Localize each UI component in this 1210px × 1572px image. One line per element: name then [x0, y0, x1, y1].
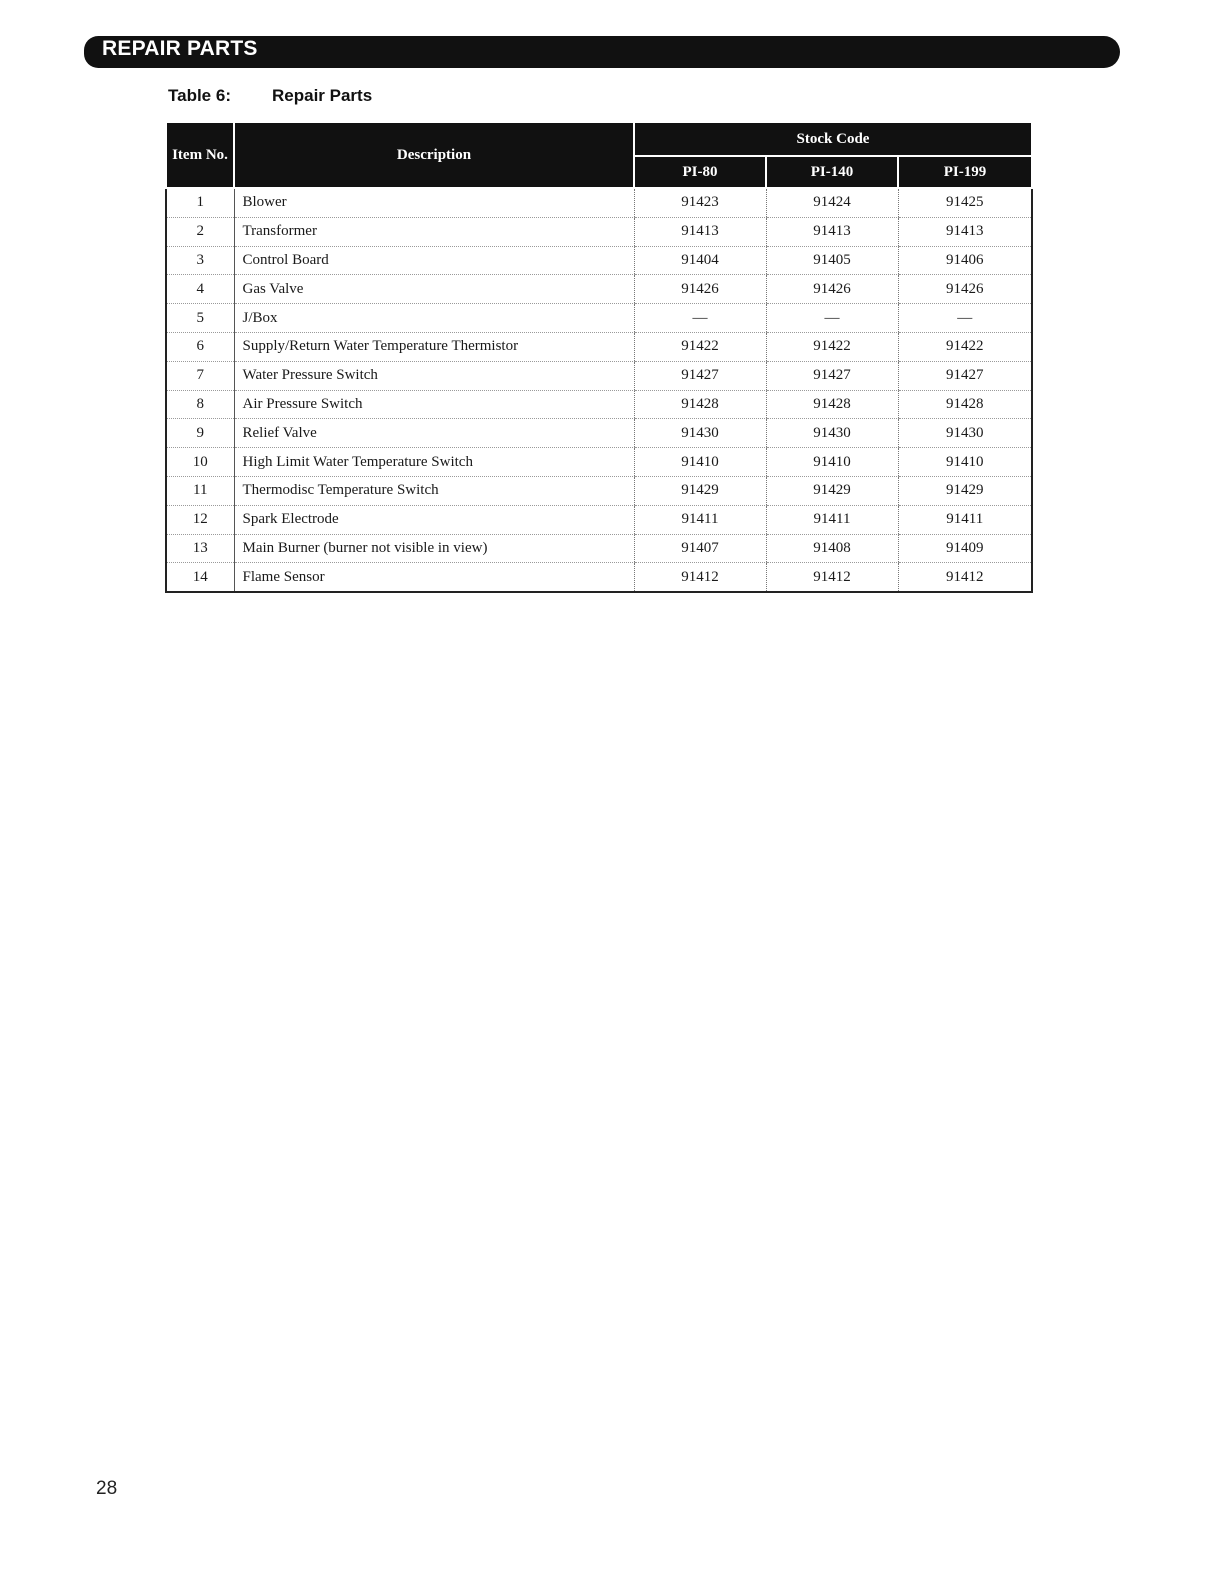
- stock-code-pi-80: 91426: [634, 275, 766, 304]
- table-row: [166, 246, 1032, 275]
- table-row: [166, 361, 1032, 390]
- item-number: 1: [166, 188, 234, 217]
- stock-code-pi-80: 91412: [634, 563, 766, 592]
- part-description: Thermodisc Temperature Switch: [234, 476, 634, 505]
- stock-code-pi-140: 91408: [766, 534, 898, 563]
- item-number: 5: [166, 304, 234, 333]
- stock-code-pi-199: 91425: [898, 188, 1032, 217]
- table-row: [166, 448, 1032, 477]
- stock-code-pi-140: 91422: [766, 332, 898, 361]
- part-description: Water Pressure Switch: [234, 361, 634, 390]
- model-header-pi-199: PI-199: [898, 156, 1032, 188]
- stock-code-pi-80: 91428: [634, 390, 766, 419]
- stock-code-pi-199: 91426: [898, 275, 1032, 304]
- part-description: Main Burner (burner not visible in view): [234, 534, 634, 563]
- stock-code-pi-80: 91410: [634, 448, 766, 477]
- part-description: Transformer: [234, 217, 634, 246]
- part-description: Flame Sensor: [234, 563, 634, 592]
- item-number: 8: [166, 390, 234, 419]
- stock-code-pi-140: 91426: [766, 275, 898, 304]
- item-number: 14: [166, 563, 234, 592]
- stock-code-pi-199: 91409: [898, 534, 1032, 563]
- table-row: [166, 332, 1032, 361]
- part-description: High Limit Water Temperature Switch: [234, 448, 634, 477]
- stock-code-pi-140: 91430: [766, 419, 898, 448]
- model-header-pi-80: PI-80: [634, 156, 766, 188]
- part-description: Gas Valve: [234, 275, 634, 304]
- table-row: [166, 419, 1032, 448]
- table-row: [166, 390, 1032, 419]
- section-banner: [84, 36, 1120, 68]
- part-description: Blower: [234, 188, 634, 217]
- page-number: 28: [96, 1478, 118, 1499]
- item-no-header: Item No.: [166, 122, 234, 188]
- stock-code-pi-199: 91412: [898, 563, 1032, 592]
- item-number: 11: [166, 476, 234, 505]
- table-row: [166, 188, 1032, 217]
- stock-code-pi-140: 91413: [766, 217, 898, 246]
- stock-code-pi-80: 91413: [634, 217, 766, 246]
- stock-code-pi-199: 91430: [898, 419, 1032, 448]
- table-row: [166, 505, 1032, 534]
- stock-code-pi-140: 91411: [766, 505, 898, 534]
- item-number: 13: [166, 534, 234, 563]
- model-header-pi-140: PI-140: [766, 156, 898, 188]
- item-number: 10: [166, 448, 234, 477]
- stock-code-pi-80: 91423: [634, 188, 766, 217]
- stock-code-pi-80: 91430: [634, 419, 766, 448]
- item-number: 6: [166, 332, 234, 361]
- table-row: [166, 217, 1032, 246]
- stock-code-pi-140: 91427: [766, 361, 898, 390]
- stock-code-pi-80: 91422: [634, 332, 766, 361]
- stock-code-pi-140: 91429: [766, 476, 898, 505]
- part-description: Control Board: [234, 246, 634, 275]
- table-row: [166, 534, 1032, 563]
- table-row: [166, 476, 1032, 505]
- stock-code-pi-80: 91427: [634, 361, 766, 390]
- table-caption: [168, 86, 372, 106]
- stock-code-pi-199: 91410: [898, 448, 1032, 477]
- stock-code-pi-140: 91405: [766, 246, 898, 275]
- table-number: Table 6:: [168, 86, 231, 105]
- stock-code-pi-140: —: [766, 304, 898, 333]
- section-title: REPAIR PARTS: [102, 37, 258, 60]
- part-description: Air Pressure Switch: [234, 390, 634, 419]
- stock-code-pi-80: —: [634, 304, 766, 333]
- part-description: Relief Valve: [234, 419, 634, 448]
- stock-code-pi-80: 91407: [634, 534, 766, 563]
- stock-code-pi-199: —: [898, 304, 1032, 333]
- stock-code-header: Stock Code: [634, 122, 1032, 156]
- part-description: Supply/Return Water Temperature Thermistor: [234, 332, 634, 361]
- item-number: 4: [166, 275, 234, 304]
- stock-code-pi-199: 91422: [898, 332, 1032, 361]
- stock-code-pi-199: 91406: [898, 246, 1032, 275]
- stock-code-pi-80: 91411: [634, 505, 766, 534]
- description-header: Description: [234, 122, 634, 188]
- part-description: J/Box: [234, 304, 634, 333]
- stock-code-pi-140: 91412: [766, 563, 898, 592]
- table-row: [166, 275, 1032, 304]
- item-number: 12: [166, 505, 234, 534]
- stock-code-pi-199: 91413: [898, 217, 1032, 246]
- item-number: 2: [166, 217, 234, 246]
- table-row: [166, 563, 1032, 592]
- stock-code-pi-140: 91428: [766, 390, 898, 419]
- table-title: Repair Parts: [272, 86, 373, 105]
- part-description: Spark Electrode: [234, 505, 634, 534]
- stock-code-pi-140: 91410: [766, 448, 898, 477]
- stock-code-pi-140: 91424: [766, 188, 898, 217]
- stock-code-pi-199: 91427: [898, 361, 1032, 390]
- stock-code-pi-199: 91428: [898, 390, 1032, 419]
- stock-code-pi-80: 91404: [634, 246, 766, 275]
- item-number: 3: [166, 246, 234, 275]
- stock-code-pi-199: 91411: [898, 505, 1032, 534]
- stock-code-pi-199: 91429: [898, 476, 1032, 505]
- table-row: [166, 304, 1032, 333]
- item-number: 7: [166, 361, 234, 390]
- repair-parts-table: [165, 121, 1033, 593]
- item-number: 9: [166, 419, 234, 448]
- stock-code-pi-80: 91429: [634, 476, 766, 505]
